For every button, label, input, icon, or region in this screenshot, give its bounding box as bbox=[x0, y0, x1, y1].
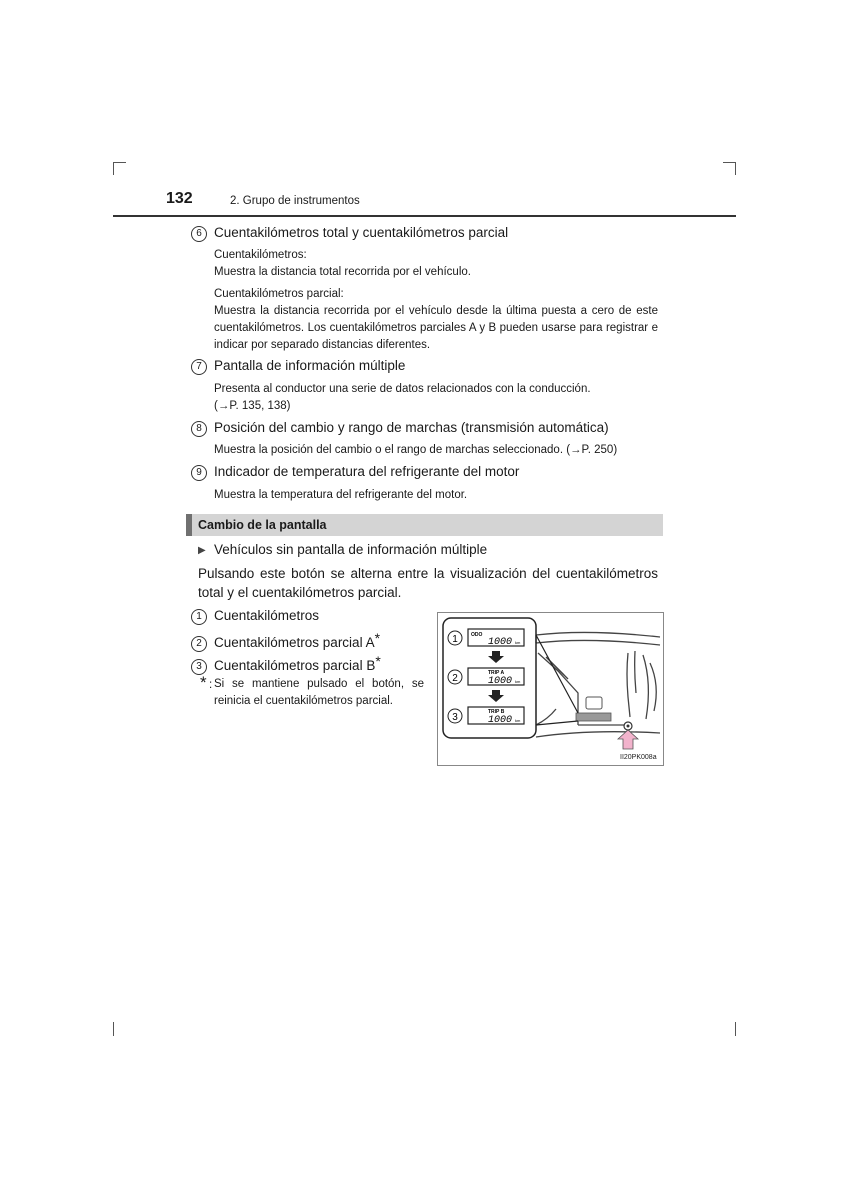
dash-indicator bbox=[586, 697, 602, 709]
lcd-mode: ODO bbox=[471, 632, 483, 638]
item-6-line: Muestra la distancia total recorrida por el vehículo. bbox=[214, 266, 471, 278]
press-arrow-icon bbox=[618, 730, 638, 749]
circle-number: 1 bbox=[191, 609, 207, 625]
item-7-line: Presenta al conductor una serie de datos relacionados con la conducción. bbox=[214, 383, 591, 395]
illustration-svg bbox=[438, 613, 663, 765]
item-6-line: Cuentakilómetros: bbox=[214, 249, 307, 261]
list-item-trip-a bbox=[191, 630, 380, 652]
odometer-illustration bbox=[437, 612, 664, 766]
footnote-asterisk: * bbox=[200, 673, 207, 692]
crop-mark-top-left bbox=[113, 162, 114, 175]
circle-number: 3 bbox=[191, 659, 207, 675]
crop-mark-top-right bbox=[735, 162, 736, 175]
item-8-line: Muestra la posición del cambio o el rango de marchas seleccionado. (→P. 250) bbox=[214, 444, 618, 456]
item-9-heading bbox=[191, 464, 519, 481]
screen-number: 3 bbox=[452, 712, 458, 723]
footnote-colon: : bbox=[209, 679, 213, 691]
lcd-unit: km bbox=[515, 718, 521, 723]
asterisk-mark: * bbox=[374, 630, 381, 646]
lcd-value: 1000 bbox=[488, 715, 513, 726]
item-6-paragraph: Muestra la distancia recorrida por el vehículo desde la última puesta a cero de este cuentakilómetros. Los cuentakilómetros parciales A y B pueden usarse para registrar e indicar por separado distancias diferentes. bbox=[214, 305, 658, 351]
item-6-heading bbox=[191, 225, 508, 242]
trip-button-center bbox=[627, 725, 630, 728]
intro-paragraph: Pulsando este botón se alterna entre la visualización del cuentakilómetros total y el cuentakilómetros parcial. bbox=[198, 566, 658, 600]
lcd-mode: TRIP A bbox=[488, 670, 505, 676]
item-6-line: Cuentakilómetros parcial: bbox=[214, 288, 344, 300]
list-item-trip-b bbox=[191, 653, 381, 675]
crop-mark-bottom-left bbox=[113, 1022, 114, 1036]
vehicle-condition: Vehículos sin pantalla de información múltiple bbox=[214, 542, 488, 557]
item-8-heading bbox=[191, 420, 609, 437]
crop-mark-top-left bbox=[113, 162, 126, 163]
section-heading: Cambio de la pantalla bbox=[198, 518, 327, 532]
callout-pointer bbox=[536, 635, 578, 713]
item-7-heading bbox=[191, 358, 405, 375]
list-label: Cuentakilómetros parcial A bbox=[214, 635, 375, 650]
list-label: Cuentakilómetros parcial B bbox=[214, 658, 376, 673]
figure-code: II20PK008a bbox=[620, 754, 657, 761]
crop-mark-bottom-right bbox=[735, 1022, 736, 1036]
circle-number: 9 bbox=[191, 465, 207, 481]
footnote-text: Si se mantiene pulsado el botón, se reinicia el cuentakilómetros parcial. bbox=[214, 678, 424, 707]
list-item-odometer bbox=[191, 608, 319, 625]
lcd-value: 1000 bbox=[488, 676, 513, 687]
screen-number: 1 bbox=[452, 634, 458, 645]
lcd-unit: km bbox=[515, 679, 521, 684]
item-title: Indicador de temperatura del refrigerante del motor bbox=[214, 464, 520, 479]
circle-number: 8 bbox=[191, 421, 207, 437]
odometer-window bbox=[576, 713, 611, 721]
item-title: Cuentakilómetros total y cuentakilómetros parcial bbox=[214, 225, 509, 240]
circle-number: 6 bbox=[191, 226, 207, 242]
circle-number: 2 bbox=[191, 636, 207, 652]
screen-number: 2 bbox=[452, 673, 458, 684]
page-number: 132 bbox=[166, 190, 193, 207]
asterisk-mark: * bbox=[375, 653, 381, 669]
list-label: Cuentakilómetros bbox=[214, 608, 320, 623]
item-title: Posición del cambio y rango de marchas (transmisión automática) bbox=[214, 420, 609, 435]
item-9-line: Muestra la temperatura del refrigerante del motor. bbox=[214, 489, 468, 501]
header-rule bbox=[113, 215, 736, 217]
item-title: Pantalla de información múltiple bbox=[214, 358, 406, 373]
section-title: 2. Grupo de instrumentos bbox=[230, 195, 360, 207]
lcd-unit: km bbox=[515, 640, 521, 645]
triangle-bullet-icon: ▶ bbox=[198, 545, 206, 556]
item-7-line: (→P. 135, 138) bbox=[214, 400, 291, 412]
lcd-value: 1000 bbox=[488, 637, 513, 648]
circle-number: 7 bbox=[191, 359, 207, 375]
lcd-mode: TRIP B bbox=[488, 709, 505, 715]
